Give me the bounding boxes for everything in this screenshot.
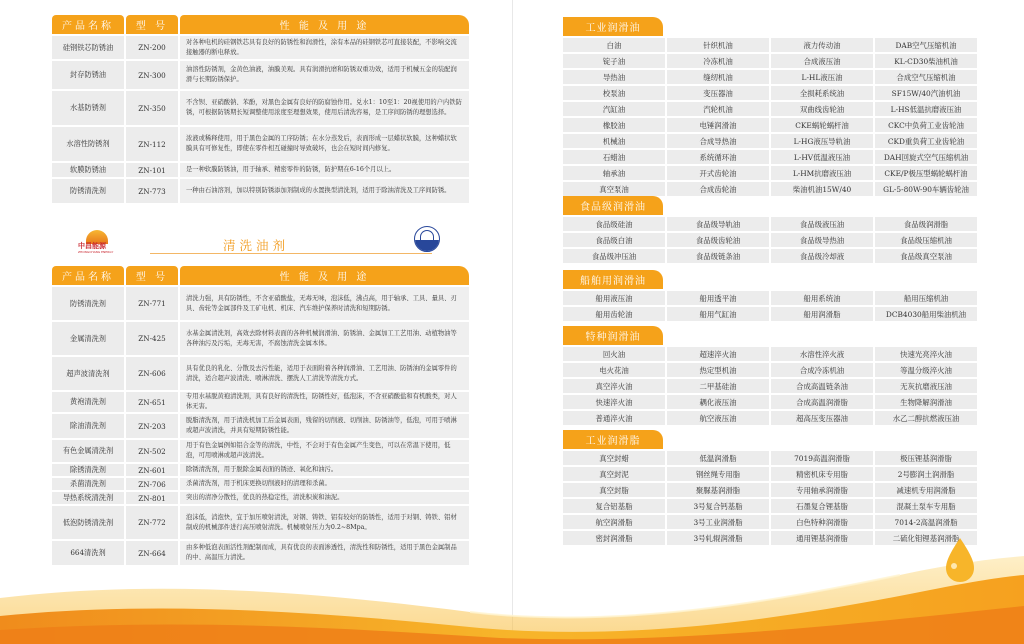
- product-cell: 食品级硅油: [563, 217, 665, 231]
- product-cell: 3号轧辊润滑脂: [667, 531, 769, 545]
- product-cell: 开式齿轮油: [667, 166, 769, 180]
- product-name: 水溶性防锈剂: [52, 127, 124, 161]
- product-cell: 水乙二醇抗燃液压油: [875, 411, 977, 425]
- product-cell: 合成高温润滑脂: [771, 395, 873, 409]
- product-description: 对各种电机的硅钢铁芯具有良好的防锈性和润滑性，涂有本品的硅钢铁芯可直接装配，不影响交流接触器的断电释放。: [180, 36, 469, 59]
- product-cell: 轴承油: [563, 166, 665, 180]
- product-cell: CKE/P极压型蜗轮蜗杆油: [875, 166, 977, 180]
- product-cell: 机械油: [563, 134, 665, 148]
- product-model: ZN-664: [126, 541, 178, 565]
- product-name: 低泡防锈清洗剂: [52, 506, 124, 539]
- product-description: 浓液或稀释使用，用于黑色金属的工序防锈；在水分蒸发后，表面形成一层蜡状软膜，这种蜡状软膜具有可修复性，即使在零件相互碰撞时导致破坏，也会在短时间内修复。: [180, 127, 469, 161]
- product-cell: KL-CD30柴油机油: [875, 54, 977, 68]
- product-cell: 食品级导热油: [771, 233, 873, 247]
- product-cell: 食品级润滑脂: [875, 217, 977, 231]
- product-cell: 合成空气压缩机油: [875, 70, 977, 84]
- product-cell: 真空封蜡: [563, 451, 665, 465]
- product-grid: [563, 291, 977, 321]
- cleaning-section-title: 清洗油剂: [222, 238, 289, 253]
- product-model: ZN-651: [126, 392, 178, 412]
- product-description: 具有优良的乳化、分散及去污性能，适用于表面附着各种润滑油、工艺用油、防锈油的金属零件的清洗，适合超声波清洗、喷淋清洗、摆洗人工清洗等清洗方式。: [180, 357, 469, 390]
- table-row: [52, 61, 469, 89]
- product-cell: CKC中负荷工业齿轮油: [875, 118, 977, 132]
- table-row: [52, 127, 469, 161]
- product-cell: DCB4030船用柴油机油: [875, 307, 977, 321]
- product-cell: 极压锂基润滑脂: [875, 451, 977, 465]
- product-cell: 合成导热油: [667, 134, 769, 148]
- product-description: 油溶性防锈剂，金黄色油液，油膜美观。具有润滑抗磨和防锈双重功效，适用于机械五金的装配润滑与长期防锈保护。: [180, 61, 469, 89]
- product-model: ZN-801: [126, 492, 178, 504]
- product-cell: L-HG液压导轨油: [771, 134, 873, 148]
- product-cell: 石墨复合锂基脂: [771, 499, 873, 513]
- catalog-section: [563, 196, 977, 263]
- product-cell: 食品级液压油: [771, 217, 873, 231]
- product-cell: 冷冻机油: [667, 54, 769, 68]
- product-cell: 食品级导轨油: [667, 217, 769, 231]
- product-name: 水基防锈剂: [52, 91, 124, 125]
- product-cell: 船用润滑脂: [771, 307, 873, 321]
- product-cell: 钢丝绳专用脂: [667, 467, 769, 481]
- product-cell: 食品级冷却液: [771, 249, 873, 263]
- product-cell: 真空封脂: [563, 483, 665, 497]
- product-name: 有色金属清洗剂: [52, 440, 124, 462]
- header-usage: 性 能 及 用 途: [180, 15, 469, 34]
- product-name: 除锈清洗剂: [52, 464, 124, 476]
- product-cell: DAB空气压缩机油: [875, 38, 977, 52]
- product-cell: 锭子油: [563, 54, 665, 68]
- product-cell: 合成冷冻机油: [771, 363, 873, 377]
- product-cell: 真空封泥: [563, 467, 665, 481]
- product-cell: SF15W/40汽油机油: [875, 86, 977, 100]
- logo-name-en: ZHONGCHANG ENERGY: [78, 250, 114, 254]
- product-model: ZN-706: [126, 478, 178, 490]
- section-title: 工业润滑脂: [563, 430, 663, 449]
- table-row: [52, 414, 469, 438]
- product-cell: 快速淬火油: [563, 395, 665, 409]
- product-cell: 变压器油: [667, 86, 769, 100]
- product-cell: L-HM抗磨液压油: [771, 166, 873, 180]
- anti-rust-table: [52, 15, 469, 203]
- product-grid: [563, 217, 977, 263]
- product-cell: 生物降解润滑油: [875, 395, 977, 409]
- product-cell: 合成高温链条油: [771, 379, 873, 393]
- product-cell: 耦化液压油: [667, 395, 769, 409]
- product-grid: [563, 347, 977, 425]
- product-cell: 合成齿轮油: [667, 182, 769, 196]
- product-cell: 专用轴承润滑脂: [771, 483, 873, 497]
- product-cell: 航空液压油: [667, 411, 769, 425]
- product-cell: 真空泵油: [563, 182, 665, 196]
- header-product-name: 产品名称: [52, 266, 124, 285]
- product-model: ZN-203: [126, 414, 178, 438]
- title-divider: [150, 253, 432, 254]
- section-title: 特种润滑油: [563, 326, 663, 345]
- cleaning-table-header: [52, 266, 469, 285]
- product-name: 封存防锈油: [52, 61, 124, 89]
- product-cell: 船用液压油: [563, 291, 665, 305]
- table-row: [52, 440, 469, 462]
- product-name: 防锈清洗剂: [52, 287, 124, 320]
- product-name: 超声波清洗剂: [52, 357, 124, 390]
- product-name: 软膜防锈油: [52, 163, 124, 177]
- table-row: [52, 464, 469, 476]
- product-cell: 汽缸油: [563, 102, 665, 116]
- product-cell: CKE蜗轮蜗杆油: [771, 118, 873, 132]
- product-grid: [563, 38, 977, 196]
- product-cell: 通用锂基润滑脂: [771, 531, 873, 545]
- product-cell: 超速淬火油: [667, 347, 769, 361]
- table-row: [52, 163, 469, 177]
- product-name: 硅钢铁芯防锈油: [52, 36, 124, 59]
- product-cell: 船用压缩机油: [875, 291, 977, 305]
- table-row: [52, 91, 469, 125]
- product-cell: 缝纫机油: [667, 70, 769, 84]
- product-model: ZN-200: [126, 36, 178, 59]
- product-description: 杀菌清洗剂，用于机床更换切削液时的清理和杀菌。: [180, 478, 469, 490]
- section-title: 工业润滑油: [563, 17, 663, 36]
- oil-drop-icon: [946, 538, 974, 582]
- product-model: ZN-300: [126, 61, 178, 89]
- product-model: ZN-101: [126, 163, 178, 177]
- product-cell: 精密机床专用脂: [771, 467, 873, 481]
- product-cell: 橡胶油: [563, 118, 665, 132]
- product-description: 用于有色金属例如铝合金等的清洗，中性，不会对于有色金属产生变色，可以在常温下使用，低泡，可用喷淋或超声波清洗。: [180, 440, 469, 462]
- product-model: ZN-350: [126, 91, 178, 125]
- product-description: 清洗力强，具有防锈性，不含亚硝酸盐，无毒无味，泡沫低，沸点高，用于轴承、工具、量具、刃具、齿轮等金属部件及工矿电机、机床、汽车维护保养时清洗和短期防锈。: [180, 287, 469, 320]
- product-cell: 食品级齿轮油: [667, 233, 769, 247]
- product-cell: 液力传动油: [771, 38, 873, 52]
- table-row: [52, 287, 469, 320]
- product-model: ZN-112: [126, 127, 178, 161]
- product-cell: 食品级压缩机油: [875, 233, 977, 247]
- product-model: ZN-502: [126, 440, 178, 462]
- table-row: [52, 179, 469, 203]
- product-cell: 校泵油: [563, 86, 665, 100]
- product-model: ZN-773: [126, 179, 178, 203]
- table-row: [52, 478, 469, 490]
- product-cell: 混凝土泵车专用脂: [875, 499, 977, 513]
- product-cell: 快速光亮淬火油: [875, 347, 977, 361]
- product-description: 由多种低泡表面活性剂配制而成，具有优良的表面渗透性，清洗性和防锈性，适用于黑色金属制品的中、高温压力清洗。: [180, 541, 469, 565]
- product-cell: 船用气缸油: [667, 307, 769, 321]
- product-cell: 真空淬火油: [563, 379, 665, 393]
- product-cell: 食品级白油: [563, 233, 665, 247]
- product-cell: 白油: [563, 38, 665, 52]
- product-cell: 7019高温润滑脂: [771, 451, 873, 465]
- product-cell: 回火油: [563, 347, 665, 361]
- product-cell: 系统循环油: [667, 150, 769, 164]
- catalog-section: [563, 326, 977, 425]
- product-cell: GL-5-80W-90车辆齿轮油: [875, 182, 977, 196]
- table-row: [52, 357, 469, 390]
- product-cell: 二硫化钼锂基润滑脂: [875, 531, 977, 545]
- product-cell: 电火花油: [563, 363, 665, 377]
- product-cell: 无灰抗磨液压油: [875, 379, 977, 393]
- product-cell: 船用透平油: [667, 291, 769, 305]
- product-cell: 白色特种润滑脂: [771, 515, 873, 529]
- product-name: 黄袍清洗剂: [52, 392, 124, 412]
- decorative-oil-wave: [0, 520, 1024, 644]
- table-row: [52, 492, 469, 504]
- product-cell: 柴油机油15W/40: [771, 182, 873, 196]
- product-cell: L-HL液压油: [771, 70, 873, 84]
- product-description: 一种由石油溶剂，加以特别防锈添加剂制成的水置换型清洗剂，适用于除油清洗及工序间防锈。: [180, 179, 469, 203]
- product-cell: 热定型机油: [667, 363, 769, 377]
- product-cell: 全损耗系统油: [771, 86, 873, 100]
- product-description: 泡沫低，消泡快，宜于加压喷射清洗，对钢、铸铁、铝有较好的防锈性，适用于对钢、铸铁、铝材制成的机械部件进行高压喷射清洗。机械喷射压力为0.2~8Mpa。: [180, 506, 469, 539]
- product-cell: 3号工业润滑脂: [667, 515, 769, 529]
- product-cell: 二甲基硅油: [667, 379, 769, 393]
- product-name: 导热系统清洗剂: [52, 492, 124, 504]
- product-cell: DAH回旋式空气压缩机油: [875, 150, 977, 164]
- product-name: 杀菌清洗剂: [52, 478, 124, 490]
- product-cell: 针织机油: [667, 38, 769, 52]
- product-cell: 航空润滑脂: [563, 515, 665, 529]
- table-row: [52, 36, 469, 59]
- product-model: ZN-772: [126, 506, 178, 539]
- product-cell: 导热油: [563, 70, 665, 84]
- product-cell: 普通淬火油: [563, 411, 665, 425]
- table-row: [52, 322, 469, 355]
- product-cell: 双曲线齿轮油: [771, 102, 873, 116]
- product-description: 除锈清洗剂，用于脱除金属表面的锈迹、氧化和油污。: [180, 464, 469, 476]
- product-cell: L-HS低温抗磨液压油: [875, 102, 977, 116]
- product-model: ZN-606: [126, 357, 178, 390]
- product-cell: 3号复合钙基脂: [667, 499, 769, 513]
- product-cell: 食品级冲压油: [563, 249, 665, 263]
- product-cell: 减速机专用润滑脂: [875, 483, 977, 497]
- sea-emblem-icon: [414, 226, 440, 252]
- logo-name-cn: 中昌能源: [78, 242, 106, 250]
- product-cell: 石蜡油: [563, 150, 665, 164]
- product-name: 金属清洗剂: [52, 322, 124, 355]
- product-cell: 聚脲基润滑脂: [667, 483, 769, 497]
- product-description: 专用水基脱黄袍清洗剂，具有良好的清洗性，防锈性好，低泡沫，不含亚硝酸盐和有机酸类，对人体无害。: [180, 392, 469, 412]
- header-model: 型 号: [126, 266, 178, 285]
- section-title: 船舶用润滑油: [563, 270, 663, 289]
- product-cell: 超高压变压器油: [771, 411, 873, 425]
- product-description: 脱脂清洗剂，用于清洗机加工后金属表面，残留的切削液、切削油、防锈油等，低泡，可用于喷淋或超声波清洗，并具有短期防锈性能。: [180, 414, 469, 438]
- product-name: 664清洗剂: [52, 541, 124, 565]
- product-model: ZN-601: [126, 464, 178, 476]
- product-description: 突出的清净分散性，优良的热稳定性，清洗积炭和油泥。: [180, 492, 469, 504]
- product-cell: L-HV低温液压油: [771, 150, 873, 164]
- product-cell: 船用系统油: [771, 291, 873, 305]
- product-cell: 2号膨润土润滑脂: [875, 467, 977, 481]
- catalog-section: [563, 270, 977, 321]
- catalog-section: [563, 17, 977, 196]
- header-usage: 性 能 及 用 途: [180, 266, 469, 285]
- product-cell: 汽轮机油: [667, 102, 769, 116]
- product-cell: 等温分级淬火油: [875, 363, 977, 377]
- product-cell: 7014-2高温润滑脂: [875, 515, 977, 529]
- product-cell: 合成液压油: [771, 54, 873, 68]
- product-cell: 密封润滑脂: [563, 531, 665, 545]
- product-cell: 电锤润滑油: [667, 118, 769, 132]
- product-cell: 低温润滑脂: [667, 451, 769, 465]
- product-description: 是一种软膜防锈油，用于轴承、精密零件的防锈，防护期在6-16个月以上。: [180, 163, 469, 177]
- product-cell: 食品级链条油: [667, 249, 769, 263]
- product-model: ZN-425: [126, 322, 178, 355]
- product-name: 防锈清洗剂: [52, 179, 124, 203]
- anti-rust-table-header: [52, 15, 469, 34]
- product-cell: 复合铝基脂: [563, 499, 665, 513]
- section-title: 食品级润滑油: [563, 196, 663, 215]
- product-cell: 食品级真空泵油: [875, 249, 977, 263]
- product-cell: 水溶性淬火液: [771, 347, 873, 361]
- product-description: 不含钡、亚硝酸钠、苯酚，对黑色金属有良好的防腐蚀作用。兑水1：10至1：20视使用的户内铁防锈，可根据防锈期长短调整使用浓度至理想效果，使用后清洗容易，是工序间防锈的理想选择。: [180, 91, 469, 125]
- header-product-name: 产品名称: [52, 15, 124, 34]
- product-model: ZN-771: [126, 287, 178, 320]
- table-row: [52, 392, 469, 412]
- product-cell: 船用齿轮油: [563, 307, 665, 321]
- product-cell: CKD重负荷工业齿轮油: [875, 134, 977, 148]
- header-model: 型 号: [126, 15, 178, 34]
- product-description: 水基金属清洗剂，高效去除材料表面的各种机械润滑油、防锈油、金属加工工艺用油、动植物油等各种油污及污垢，无毒无害，不腐蚀清洗金属本体。: [180, 322, 469, 355]
- product-name: 除油清洗剂: [52, 414, 124, 438]
